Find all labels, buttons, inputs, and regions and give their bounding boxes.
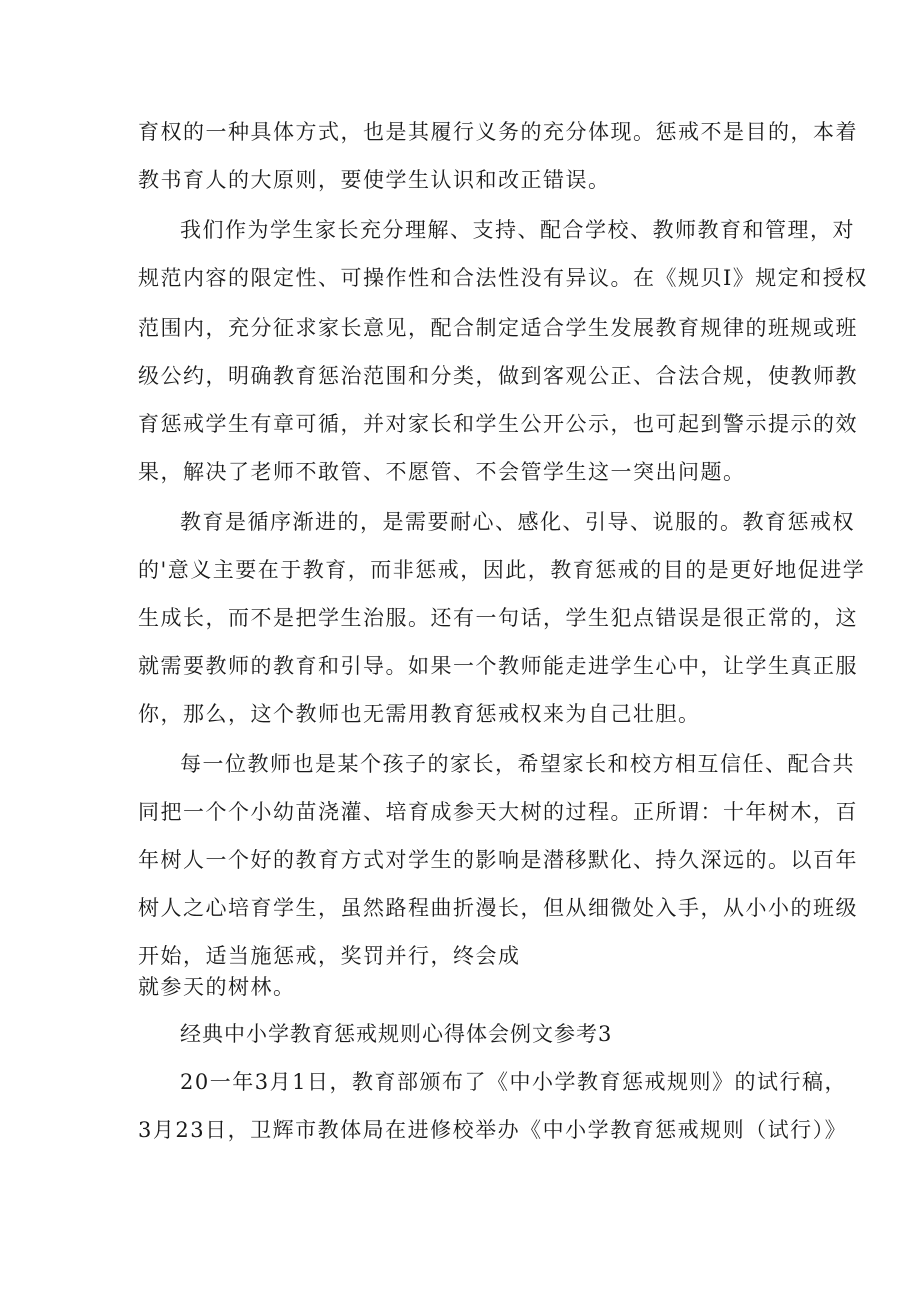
- paragraph-2-line-1: 我们作为学生家长充分理解、支持、配合学校、教师教育和管理，对: [180, 218, 855, 242]
- paragraph-2-line-6: 果，解决了老师不敢管、不愿管、不会管学生这一突出问题。: [138, 460, 746, 484]
- paragraph-3-line-1: 教育是循序渐进的，是需要耐心、感化、引导、说服的。教育惩戒权: [180, 510, 855, 534]
- paragraph-5-line-2: 3月23日，卫辉市教体局在进修校举办《中小学教育惩戒规则（试行）》: [138, 1118, 848, 1142]
- paragraph-4-line-3: 年树人一个好的教育方式对学生的影响是潜移默化、持久深远的。以百年: [138, 848, 858, 872]
- paragraph-2-line-5: 育惩戒学生有章可循，并对家长和学生公开公示，也可起到警示提示的效: [138, 412, 858, 436]
- paragraph-4-line-2: 同把一个个小幼苗浇灌、培育成参天大树的过程。正所谓：十年树木，百: [138, 800, 858, 824]
- paragraph-3-line-2: 的'意义主要在于教育，而非惩戒，因此，教育惩戒的目的是更好地促进学: [138, 558, 866, 582]
- paragraph-1-line-2: 教书育人的大原则，要使学生认识和改正错误。: [138, 168, 611, 192]
- paragraph-2-line-2: 规范内容的限定性、可操作性和合法性没有异议。在《规贝I》规定和授权: [138, 266, 868, 290]
- paragraph-4-line-6: 就参天的树林。: [138, 975, 296, 999]
- paragraph-4-line-1: 每一位教师也是某个孩子的家长，希望家长和校方相互信任、配合共: [180, 752, 855, 776]
- paragraph-4-line-4: 树人之心培育学生，虽然路程曲折漫长，但从细微处入手，从小小的班级: [138, 896, 858, 920]
- paragraph-2-line-3: 范围内，充分征求家长意见，配合制定适合学生发展教育规律的班规或班: [138, 316, 858, 340]
- paragraph-2-line-4: 级公约，明确教育惩治范围和分类，做到客观公正、合法合规，使教师教: [138, 364, 858, 388]
- paragraph-1-line-1: 育权的一种具体方式，也是其履行义务的充分体现。惩戒不是目的，本着: [138, 120, 858, 144]
- paragraph-3-line-5: 你，那么，这个教师也无需用教育惩戒权来为自己壮胆。: [138, 702, 701, 726]
- paragraph-4-line-5: 开始，适当施惩戒，奖罚并行，终会成: [138, 944, 521, 968]
- paragraph-3-line-3: 生成长，而不是把学生治服。还有一句话，学生犯点错误是很正常的，这: [138, 606, 858, 630]
- section-heading: 经典中小学教育惩戒规则心得体会例文参考3: [180, 1022, 613, 1046]
- paragraph-3-line-4: 就需要教师的教育和引导。如果一个教师能走进学生心中，让学生真正服: [138, 654, 858, 678]
- paragraph-5-line-1: 20一年3月1日，教育部颁布了《中小学教育惩戒规则》的试行稿，: [180, 1070, 847, 1094]
